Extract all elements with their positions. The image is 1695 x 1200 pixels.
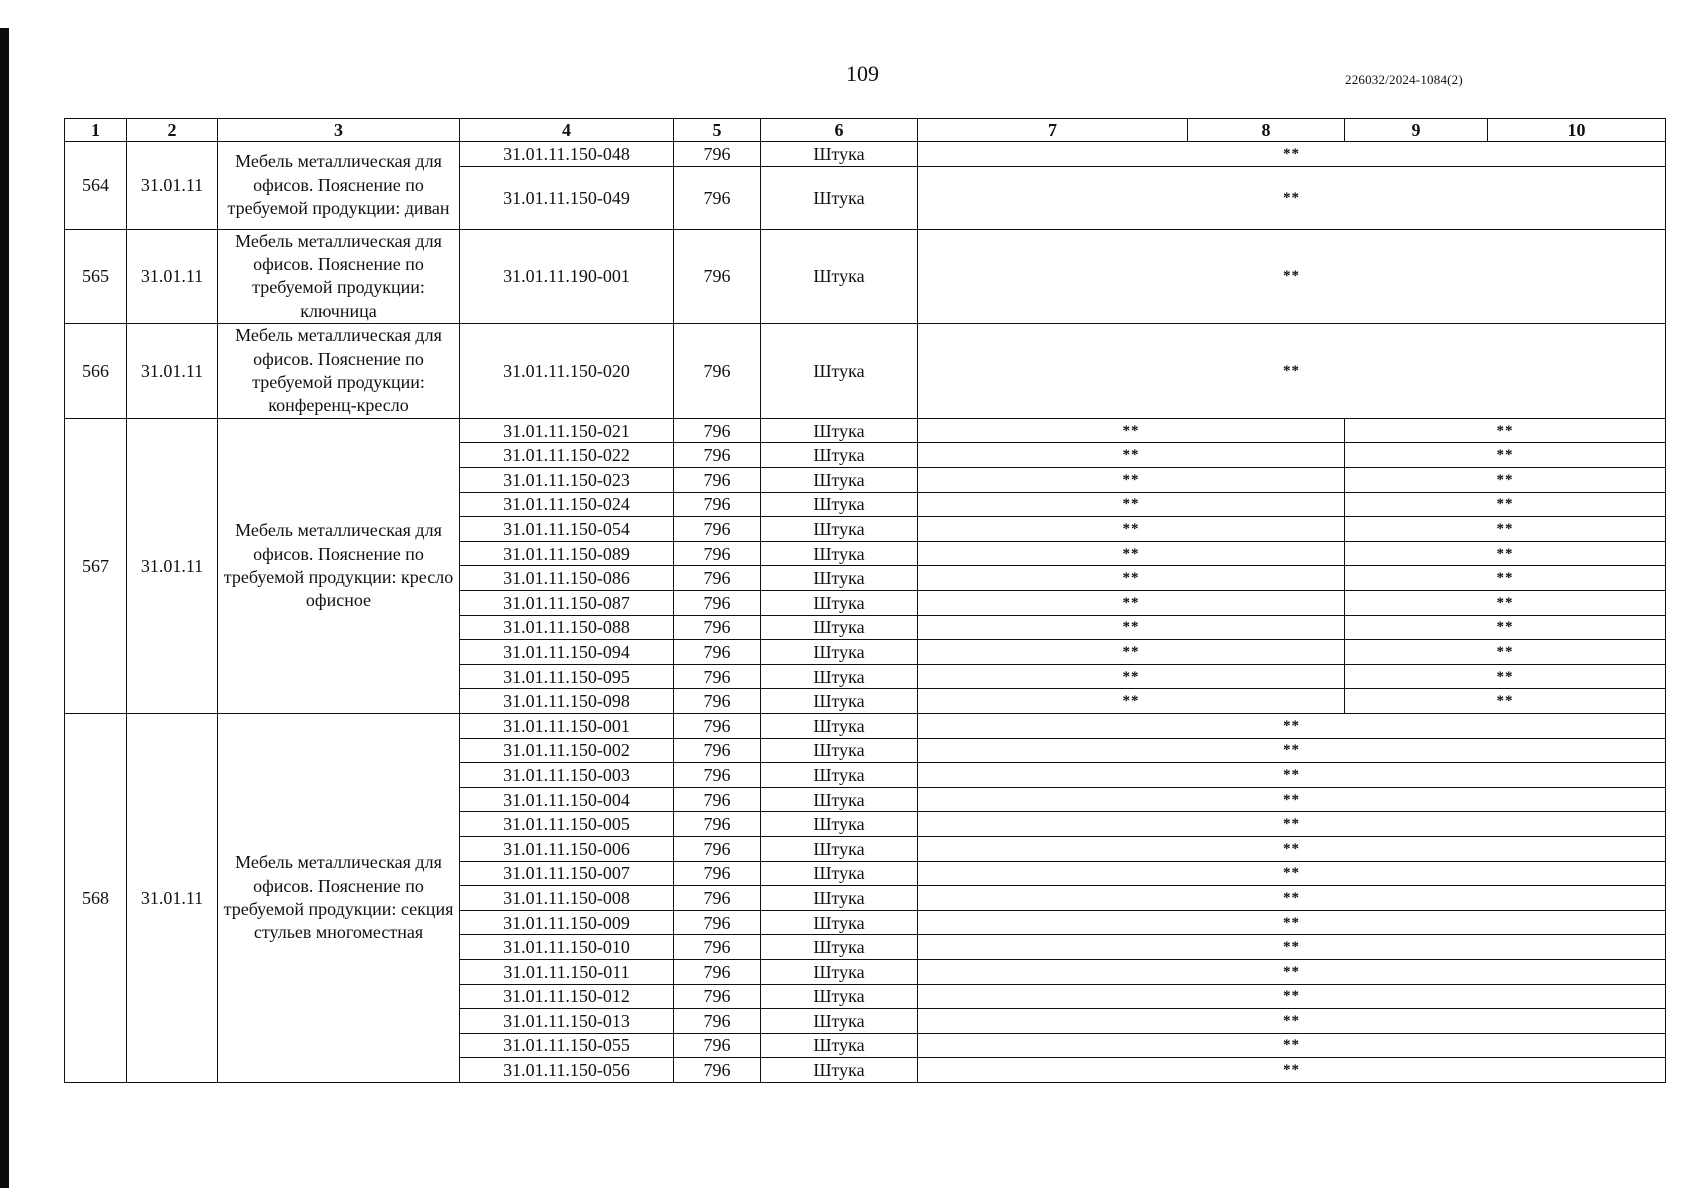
okei-code: 796 [674, 959, 761, 984]
product-description: Мебель металлическая для офисов. Пояснение по требуемой продукции: кресло офисное [218, 418, 460, 713]
okei-code: 796 [674, 886, 761, 911]
okei-code: 796 [674, 910, 761, 935]
document-reference: 226032/2024-1084(2) [1345, 72, 1463, 87]
okpd-code: 31.01.11 [127, 713, 218, 1082]
okei-code: 796 [674, 418, 761, 443]
okei-code: 796 [674, 787, 761, 812]
header-col-2: 2 [127, 119, 218, 142]
header-col-7: 7 [918, 119, 1188, 142]
ktru-code: 31.01.11.150-086 [460, 566, 674, 591]
unit-name: Штука [761, 689, 918, 714]
unit-name: Штука [761, 836, 918, 861]
stars-marker-left: ** [918, 517, 1345, 542]
okei-code: 796 [674, 763, 761, 788]
stars-marker-left: ** [918, 640, 1345, 665]
okei-code: 796 [674, 1009, 761, 1034]
stars-marker: ** [918, 861, 1666, 886]
okei-code: 796 [674, 836, 761, 861]
okei-code: 796 [674, 229, 761, 324]
unit-name: Штука [761, 541, 918, 566]
ktru-code: 31.01.11.150-010 [460, 935, 674, 960]
table-row [65, 229, 1666, 324]
unit-name: Штука [761, 861, 918, 886]
okei-code: 796 [674, 1058, 761, 1083]
okei-code: 796 [674, 664, 761, 689]
row-number: 565 [65, 229, 127, 324]
header-col-4: 4 [460, 119, 674, 142]
unit-name: Штука [761, 443, 918, 468]
stars-marker-right: ** [1345, 541, 1666, 566]
okei-code: 796 [674, 566, 761, 591]
okei-code: 796 [674, 738, 761, 763]
stars-marker: ** [918, 886, 1666, 911]
stars-marker: ** [918, 836, 1666, 861]
ktru-code: 31.01.11.150-054 [460, 517, 674, 542]
stars-marker: ** [918, 910, 1666, 935]
stars-marker-left: ** [918, 615, 1345, 640]
header-col-9: 9 [1345, 119, 1488, 142]
unit-name: Штука [761, 591, 918, 616]
product-description: Мебель металлическая для офисов. Пояснение по требуемой продукции: конференц-кресло [218, 324, 460, 419]
table-body [65, 142, 1666, 1083]
product-description: Мебель металлическая для офисов. Пояснение по требуемой продукции: секция стульев многоместная [218, 713, 460, 1082]
ktru-code: 31.01.11.150-013 [460, 1009, 674, 1034]
stars-marker: ** [918, 959, 1666, 984]
ktru-code: 31.01.11.150-055 [460, 1033, 674, 1058]
ktru-code: 31.01.11.150-012 [460, 984, 674, 1009]
ktru-code: 31.01.11.150-021 [460, 418, 674, 443]
stars-marker: ** [918, 1033, 1666, 1058]
stars-marker-right: ** [1345, 418, 1666, 443]
okei-code: 796 [674, 689, 761, 714]
stars-marker-right: ** [1345, 443, 1666, 468]
unit-name: Штука [761, 229, 918, 324]
ktru-code: 31.01.11.150-006 [460, 836, 674, 861]
unit-name: Штука [761, 812, 918, 837]
unit-name: Штука [761, 517, 918, 542]
stars-marker: ** [918, 738, 1666, 763]
ktru-code: 31.01.11.150-087 [460, 591, 674, 616]
header-col-5: 5 [674, 119, 761, 142]
unit-name: Штука [761, 763, 918, 788]
unit-name: Штука [761, 984, 918, 1009]
unit-name: Штука [761, 787, 918, 812]
unit-name: Штука [761, 324, 918, 419]
table-row [65, 324, 1666, 419]
ktru-code: 31.01.11.150-024 [460, 492, 674, 517]
unit-name: Штука [761, 713, 918, 738]
stars-marker: ** [918, 984, 1666, 1009]
unit-name: Штука [761, 886, 918, 911]
stars-marker-left: ** [918, 492, 1345, 517]
okpd-code: 31.01.11 [127, 418, 218, 713]
header-col-8: 8 [1188, 119, 1345, 142]
ktru-code: 31.01.11.150-048 [460, 142, 674, 167]
stars-marker: ** [918, 1058, 1666, 1083]
ktru-code: 31.01.11.150-095 [460, 664, 674, 689]
row-number: 564 [65, 142, 127, 230]
ktru-code: 31.01.11.150-007 [460, 861, 674, 886]
stars-marker-left: ** [918, 591, 1345, 616]
ktru-code: 31.01.11.150-094 [460, 640, 674, 665]
ktru-code: 31.01.11.150-001 [460, 713, 674, 738]
stars-marker-left: ** [918, 541, 1345, 566]
unit-name: Штука [761, 492, 918, 517]
okei-code: 796 [674, 1033, 761, 1058]
unit-name: Штука [761, 910, 918, 935]
product-description: Мебель металлическая для офисов. Пояснение по требуемой продукции: ключница [218, 229, 460, 324]
stars-marker-right: ** [1345, 566, 1666, 591]
unit-name: Штука [761, 935, 918, 960]
stars-marker: ** [918, 324, 1666, 419]
stars-marker: ** [918, 935, 1666, 960]
ktru-code: 31.01.11.150-089 [460, 541, 674, 566]
stars-marker-right: ** [1345, 468, 1666, 493]
okei-code: 796 [674, 324, 761, 419]
stars-marker: ** [918, 763, 1666, 788]
stars-marker: ** [918, 1009, 1666, 1034]
row-number: 568 [65, 713, 127, 1082]
unit-name: Штука [761, 166, 918, 229]
stars-marker: ** [918, 229, 1666, 324]
stars-marker: ** [918, 787, 1666, 812]
okpd-code: 31.01.11 [127, 229, 218, 324]
stars-marker: ** [918, 713, 1666, 738]
page-number: 109 [846, 61, 879, 86]
row-number: 566 [65, 324, 127, 419]
ktru-code: 31.01.11.150-020 [460, 324, 674, 419]
stars-marker-left: ** [918, 418, 1345, 443]
okei-code: 796 [674, 713, 761, 738]
stars-marker-right: ** [1345, 492, 1666, 517]
unit-name: Штука [761, 959, 918, 984]
ktru-code: 31.01.11.150-088 [460, 615, 674, 640]
okpd-code: 31.01.11 [127, 142, 218, 230]
unit-name: Штука [761, 1033, 918, 1058]
ktru-code: 31.01.11.150-004 [460, 787, 674, 812]
okei-code: 796 [674, 591, 761, 616]
unit-name: Штука [761, 418, 918, 443]
unit-name: Штука [761, 664, 918, 689]
okei-code: 796 [674, 142, 761, 167]
okei-code: 796 [674, 517, 761, 542]
unit-name: Штука [761, 1009, 918, 1034]
header-col-3: 3 [218, 119, 460, 142]
stars-marker-right: ** [1345, 689, 1666, 714]
product-description: Мебель металлическая для офисов. Пояснение по требуемой продукции: диван [218, 142, 460, 230]
unit-name: Штука [761, 615, 918, 640]
row-number: 567 [65, 418, 127, 713]
stars-marker-left: ** [918, 664, 1345, 689]
table-row [65, 142, 1666, 167]
stars-marker: ** [918, 166, 1666, 229]
table-row [65, 713, 1666, 738]
stars-marker: ** [918, 142, 1666, 167]
ktru-code: 31.01.11.190-001 [460, 229, 674, 324]
stars-marker-left: ** [918, 443, 1345, 468]
stars-marker-right: ** [1345, 615, 1666, 640]
scan-edge-shadow [0, 28, 9, 1188]
stars-marker-left: ** [918, 468, 1345, 493]
stars-marker: ** [918, 812, 1666, 837]
ktru-code: 31.01.11.150-056 [460, 1058, 674, 1083]
okei-code: 796 [674, 861, 761, 886]
unit-name: Штука [761, 1058, 918, 1083]
stars-marker-right: ** [1345, 640, 1666, 665]
okei-code: 796 [674, 984, 761, 1009]
okei-code: 796 [674, 615, 761, 640]
ktru-code: 31.01.11.150-098 [460, 689, 674, 714]
header-col-10: 10 [1488, 119, 1666, 142]
okei-code: 796 [674, 468, 761, 493]
stars-marker-left: ** [918, 566, 1345, 591]
ktru-code: 31.01.11.150-049 [460, 166, 674, 229]
ktru-code: 31.01.11.150-022 [460, 443, 674, 468]
okei-code: 796 [674, 443, 761, 468]
ktru-code: 31.01.11.150-023 [460, 468, 674, 493]
ktru-code: 31.01.11.150-002 [460, 738, 674, 763]
okei-code: 796 [674, 812, 761, 837]
ktru-code: 31.01.11.150-011 [460, 959, 674, 984]
stars-marker-right: ** [1345, 664, 1666, 689]
okei-code: 796 [674, 166, 761, 229]
stars-marker-right: ** [1345, 591, 1666, 616]
unit-name: Штука [761, 738, 918, 763]
header-row [65, 119, 1666, 142]
unit-name: Штука [761, 566, 918, 591]
unit-name: Штука [761, 468, 918, 493]
okei-code: 796 [674, 492, 761, 517]
okei-code: 796 [674, 640, 761, 665]
okei-code: 796 [674, 935, 761, 960]
products-table [64, 118, 1666, 1083]
header-col-1: 1 [65, 119, 127, 142]
ktru-code: 31.01.11.150-003 [460, 763, 674, 788]
header-col-6: 6 [761, 119, 918, 142]
unit-name: Штука [761, 640, 918, 665]
ktru-code: 31.01.11.150-009 [460, 910, 674, 935]
table-row [65, 418, 1666, 443]
stars-marker-left: ** [918, 689, 1345, 714]
stars-marker-right: ** [1345, 517, 1666, 542]
okpd-code: 31.01.11 [127, 324, 218, 419]
unit-name: Штука [761, 142, 918, 167]
ktru-code: 31.01.11.150-008 [460, 886, 674, 911]
ktru-code: 31.01.11.150-005 [460, 812, 674, 837]
okei-code: 796 [674, 541, 761, 566]
